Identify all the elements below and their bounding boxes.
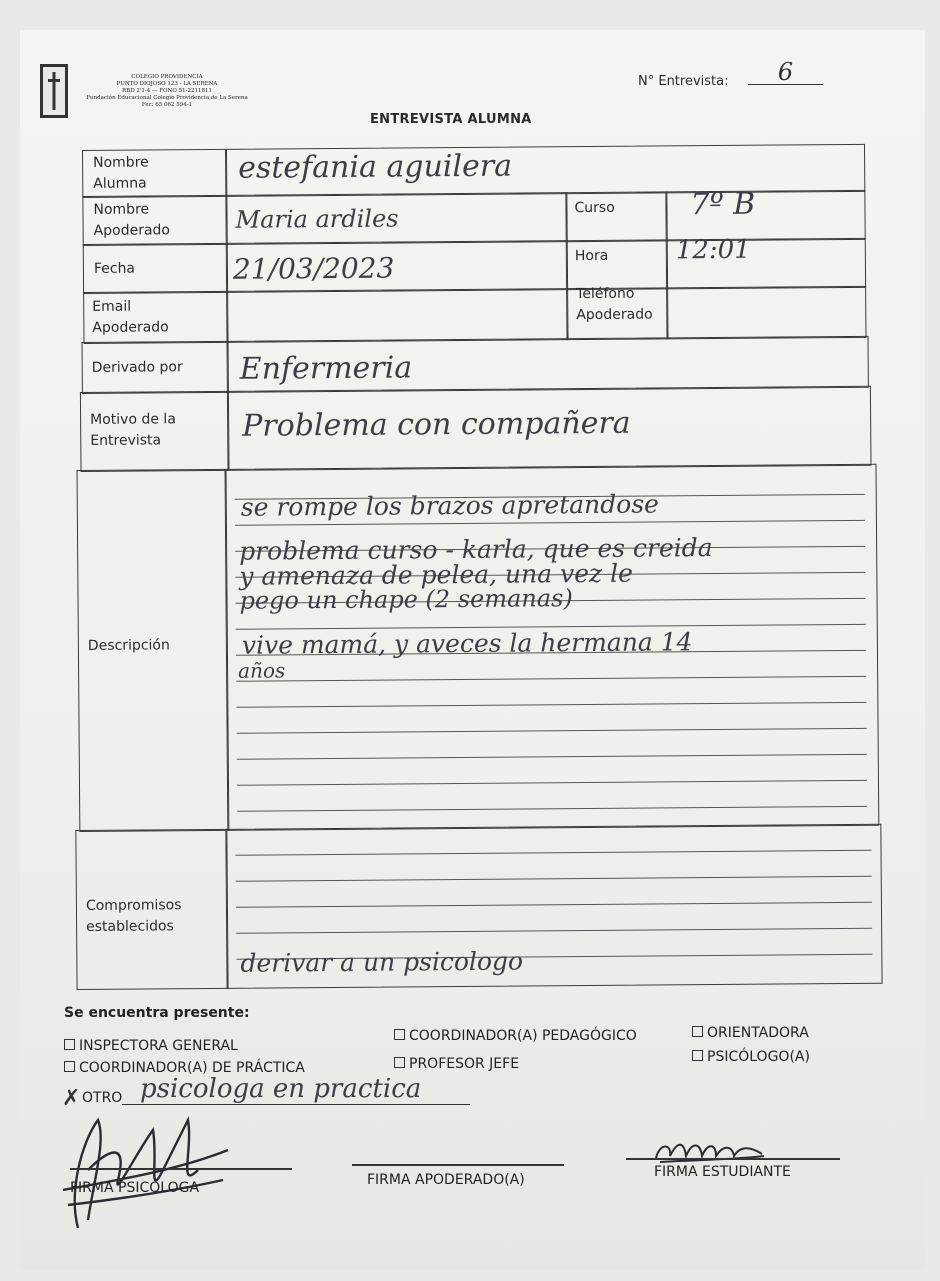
firma-estudiante-line	[626, 1158, 840, 1160]
firma-estudiante-label: FIRMA ESTUDIANTE	[654, 1164, 791, 1180]
label-nombre-apoderado: Nombre Apoderado	[93, 201, 171, 239]
option-label: INSPECTORA GENERAL	[79, 1038, 238, 1054]
label-descripcion: Descripción	[87, 637, 170, 654]
label-nombre-alumna: Nombre Alumna	[93, 154, 149, 192]
descripcion-line: y amenaza de pelea, una vez le	[239, 558, 633, 591]
entrevista-number-label: N° Entrevista:	[638, 74, 729, 89]
option-profesor-jefe[interactable]	[394, 1056, 519, 1072]
option-label: COORDINADOR(A) DE PRÁCTICA	[79, 1060, 305, 1076]
option-inspectora[interactable]	[64, 1038, 238, 1054]
label-compromisos: Compromisos establecidos	[85, 897, 182, 935]
label-email: Email Apoderado	[92, 298, 169, 336]
label-telefono: Teléfono Apoderado	[576, 285, 653, 324]
label-derivado: Derivado por	[91, 359, 183, 376]
value-telefono-cell[interactable]	[666, 286, 866, 340]
checkbox[interactable]	[692, 1050, 703, 1061]
checked-x-mark: ✗	[62, 1086, 81, 1111]
value-email-cell[interactable]	[226, 288, 568, 343]
form-title: ENTREVISTA ALUMNA	[370, 112, 532, 127]
value-motivo: Problema con compañera	[242, 405, 631, 444]
value-derivado: Enfermeria	[239, 350, 413, 387]
value-nombre-apoderado: Maria ardiles	[235, 204, 399, 234]
school-line: Fundación Educacional Colegio Providencia de La Serena	[86, 95, 248, 101]
firma-apoderado-line	[352, 1164, 564, 1166]
value-compromisos: derivar a un psicologo	[240, 946, 524, 978]
option-label: ORIENTADORA	[707, 1025, 809, 1041]
option-psicologo[interactable]	[692, 1049, 810, 1065]
option-otro-label: OTRO	[82, 1090, 123, 1106]
checkbox[interactable]	[64, 1039, 75, 1050]
descripcion-line: pego un chape (2 semanas)	[239, 584, 573, 615]
firma-psicologa-label: FIRMA PSICOLOGA	[70, 1180, 200, 1196]
checkbox[interactable]	[64, 1061, 75, 1072]
label-motivo: Motivo de la Entrevista	[90, 411, 176, 449]
checkbox[interactable]	[692, 1026, 703, 1037]
school-line: Fec: 65 062 594-1	[141, 102, 193, 108]
descripcion-line: se rompe los brazos apretandose	[240, 489, 660, 522]
checkbox[interactable]	[394, 1057, 405, 1068]
firma-psicologa-line	[70, 1168, 292, 1170]
otro-value[interactable]: psicologa en practica	[140, 1074, 422, 1104]
label-fecha: Fecha	[93, 260, 136, 277]
descripcion-line: problema curso - karla, que es creida	[239, 533, 713, 566]
label-curso: Curso	[574, 199, 615, 217]
value-fecha: 21/03/2023	[232, 251, 395, 286]
estudiante-signature	[650, 1132, 770, 1166]
label-hora: Hora	[574, 247, 609, 265]
option-label: PROFESOR JEFE	[409, 1056, 520, 1072]
school-line: COLEGIO PROVIDENCIA	[131, 74, 203, 80]
presente-title: Se encuentra presente:	[64, 1005, 250, 1021]
descripcion-line: vive mamá, y aveces la hermana 14	[241, 627, 693, 660]
descripcion-line: años	[238, 658, 286, 683]
value-hora: 12:01	[675, 234, 751, 266]
checkbox[interactable]	[394, 1029, 405, 1040]
firma-apoderado-label: FIRMA APODERADO(A)	[367, 1172, 525, 1188]
option-orientadora[interactable]	[692, 1025, 809, 1041]
school-line: PUNTO DIOJOSO 123 - LA SERENA	[116, 81, 218, 87]
psicologa-signature	[58, 1110, 238, 1240]
school-line: RBD 2'1-4 — FONO 51-2211811	[122, 88, 212, 94]
entrevista-number-value[interactable]: 6	[748, 58, 823, 85]
value-nombre-alumna: estefania aguilera	[238, 148, 513, 186]
otro-line	[122, 1104, 470, 1105]
value-curso: 7º B	[690, 186, 756, 223]
option-label: COORDINADOR(A) PEDAGÓGICO	[409, 1028, 637, 1044]
option-label: PSICÓLOGO(A)	[707, 1049, 810, 1065]
option-coord-pedagogico[interactable]	[394, 1028, 637, 1044]
